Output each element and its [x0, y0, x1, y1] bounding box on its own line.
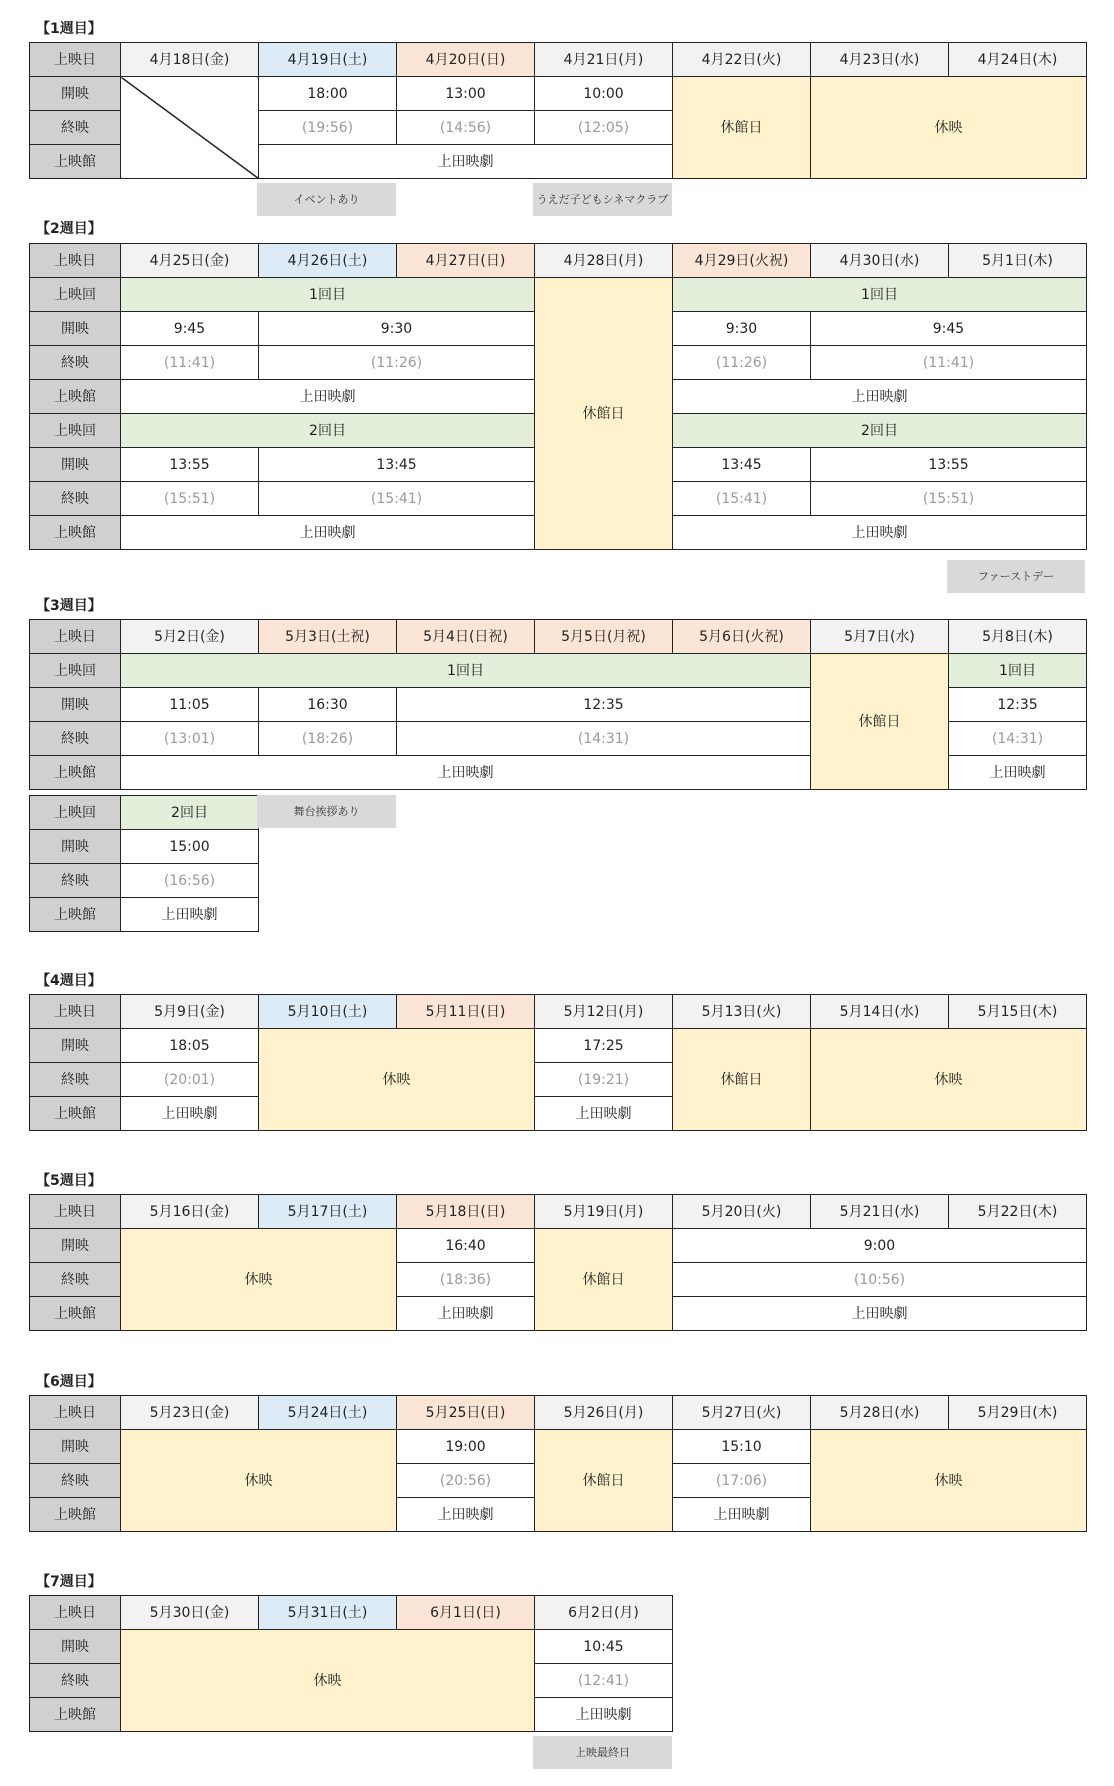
header-round: 上映回: [30, 796, 121, 830]
header-start: 開映: [30, 830, 121, 864]
date-cell: 5月11日(日): [397, 995, 535, 1029]
date-cell: 5月13日(火): [673, 995, 811, 1029]
date-cell: 5月19日(月): [535, 1195, 673, 1229]
end-time: (19:56): [259, 111, 397, 145]
start-time: 16:40: [397, 1229, 535, 1263]
closed-day-cell: 休館日: [673, 77, 811, 179]
header-end: 終映: [30, 1664, 121, 1698]
date-cell: 4月23日(水): [811, 43, 949, 77]
theater-cell: 上田映劇: [673, 516, 1087, 550]
date-cell: 4月18日(金): [121, 43, 259, 77]
date-cell: 4月27日(日): [397, 244, 535, 278]
theater-cell: 上田映劇: [121, 898, 259, 932]
week-1-title: 【1週目】: [36, 21, 102, 37]
date-cell: 5月22日(木): [949, 1195, 1087, 1229]
round-cell: 2回目: [121, 414, 535, 448]
header-date: 上映日: [30, 244, 121, 278]
start-time: 12:35: [949, 688, 1087, 722]
date-cell: 4月29日(火祝): [673, 244, 811, 278]
header-start: 開映: [30, 77, 121, 111]
round-cell: 2回目: [673, 414, 1087, 448]
no-show-cell: 休映: [811, 1029, 1087, 1131]
end-time: (14:31): [397, 722, 811, 756]
start-time: 11:05: [121, 688, 259, 722]
start-time: 19:00: [397, 1430, 535, 1464]
header-end: 終映: [30, 1464, 121, 1498]
date-cell: 4月22日(火): [673, 43, 811, 77]
date-cell: 5月15日(木): [949, 995, 1087, 1029]
week-7-title: 【7週目】: [36, 1574, 102, 1590]
note-kids-cinema-club: うえだ子どもシネマクラブ: [533, 183, 672, 216]
round-cell: 1回目: [121, 654, 811, 688]
end-time: (20:56): [397, 1464, 535, 1498]
header-end: 終映: [30, 346, 121, 380]
header-end: 終映: [30, 111, 121, 145]
header-theater: 上映館: [30, 516, 121, 550]
end-time: (18:36): [397, 1263, 535, 1297]
week-3-round2-table: [29, 795, 259, 932]
start-time: 13:45: [259, 448, 535, 482]
end-time: (11:26): [673, 346, 811, 380]
date-cell: 5月23日(金): [121, 1396, 259, 1430]
start-time: 9:45: [121, 312, 259, 346]
round-cell: 1回目: [949, 654, 1087, 688]
date-cell: 5月7日(水): [811, 620, 949, 654]
week-5-table: [29, 1194, 1087, 1331]
start-time: 12:35: [397, 688, 811, 722]
theater-cell: 上田映劇: [673, 1297, 1087, 1331]
header-end: 終映: [30, 722, 121, 756]
date-cell: 5月14日(水): [811, 995, 949, 1029]
header-date: 上映日: [30, 1396, 121, 1430]
header-round: 上映回: [30, 414, 121, 448]
start-time: 15:10: [673, 1430, 811, 1464]
end-time: (15:41): [673, 482, 811, 516]
date-cell: 5月5日(月祝): [535, 620, 673, 654]
week-1-table: [29, 42, 1087, 179]
start-time: 10:45: [535, 1630, 673, 1664]
header-theater: 上映館: [30, 1297, 121, 1331]
week-4-title: 【4週目】: [36, 973, 102, 989]
date-cell: 5月25日(日): [397, 1396, 535, 1430]
date-cell: 5月27日(火): [673, 1396, 811, 1430]
header-round: 上映回: [30, 278, 121, 312]
date-cell: 6月2日(月): [535, 1596, 673, 1630]
header-end: 終映: [30, 1263, 121, 1297]
end-time: (15:41): [259, 482, 535, 516]
note-first-day: ファーストデー: [947, 560, 1085, 593]
end-time: (12:41): [535, 1664, 673, 1698]
header-date: 上映日: [30, 43, 121, 77]
week-4-table: [29, 994, 1087, 1131]
theater-cell: 上田映劇: [949, 756, 1087, 790]
start-time: 13:45: [673, 448, 811, 482]
date-cell: 4月21日(月): [535, 43, 673, 77]
end-time: (10:56): [673, 1263, 1087, 1297]
theater-cell: 上田映劇: [673, 380, 1087, 414]
end-time: (11:41): [811, 346, 1087, 380]
theater-cell: 上田映劇: [121, 516, 535, 550]
closed-day-cell: 休館日: [811, 654, 949, 790]
header-theater: 上映館: [30, 898, 121, 932]
date-cell: 5月31日(土): [259, 1596, 397, 1630]
end-time: (14:31): [949, 722, 1087, 756]
week-5-title: 【5週目】: [36, 1173, 102, 1189]
round-cell: 1回目: [673, 278, 1087, 312]
start-time: 9:45: [811, 312, 1087, 346]
header-date: 上映日: [30, 1596, 121, 1630]
date-cell: 5月3日(土祝): [259, 620, 397, 654]
end-time: (17:06): [673, 1464, 811, 1498]
note-event: イベントあり: [257, 183, 396, 216]
end-time: (19:21): [535, 1063, 673, 1097]
date-cell: 4月26日(土): [259, 244, 397, 278]
closed-day-cell: 休館日: [535, 278, 673, 550]
date-cell: 4月20日(日): [397, 43, 535, 77]
start-time: 17:25: [535, 1029, 673, 1063]
date-cell: 5月30日(金): [121, 1596, 259, 1630]
note-stage-greeting: 舞台挨拶あり: [257, 795, 396, 828]
date-cell: 5月17日(土): [259, 1195, 397, 1229]
header-start: 開映: [30, 448, 121, 482]
theater-cell: 上田映劇: [535, 1698, 673, 1732]
date-cell: 4月30日(水): [811, 244, 949, 278]
week-7-table: [29, 1595, 673, 1732]
header-end: 終映: [30, 1063, 121, 1097]
date-cell: 5月10日(土): [259, 995, 397, 1029]
date-cell: 5月16日(金): [121, 1195, 259, 1229]
week-6-table: [29, 1395, 1087, 1532]
date-cell: 5月26日(月): [535, 1396, 673, 1430]
header-date: 上映日: [30, 995, 121, 1029]
date-cell: 5月28日(水): [811, 1396, 949, 1430]
date-cell: 5月24日(土): [259, 1396, 397, 1430]
start-time: 13:00: [397, 77, 535, 111]
date-cell: 5月29日(木): [949, 1396, 1087, 1430]
note-final-day: 上映最終日: [533, 1736, 672, 1769]
date-cell: 5月21日(水): [811, 1195, 949, 1229]
end-time: (12:05): [535, 111, 673, 145]
header-date: 上映日: [30, 1195, 121, 1229]
week-2-title: 【2週目】: [36, 221, 102, 237]
week-3-table: [29, 619, 1087, 790]
theater-cell: 上田映劇: [535, 1097, 673, 1131]
date-cell: 4月25日(金): [121, 244, 259, 278]
start-time: 13:55: [121, 448, 259, 482]
start-time: 13:55: [811, 448, 1087, 482]
date-cell: 5月6日(火祝): [673, 620, 811, 654]
date-cell: 6月1日(日): [397, 1596, 535, 1630]
header-start: 開映: [30, 1029, 121, 1063]
end-time: (15:51): [811, 482, 1087, 516]
date-cell: 5月2日(金): [121, 620, 259, 654]
date-cell: 5月18日(日): [397, 1195, 535, 1229]
start-time: 10:00: [535, 77, 673, 111]
no-show-cell: 休映: [121, 1229, 397, 1331]
week-6-title: 【6週目】: [36, 1374, 102, 1390]
date-cell: 5月20日(火): [673, 1195, 811, 1229]
no-show-cell: 休映: [121, 1430, 397, 1532]
start-time: 15:00: [121, 830, 259, 864]
end-time: (15:51): [121, 482, 259, 516]
date-cell: 4月19日(土): [259, 43, 397, 77]
no-screening-slash: [121, 77, 259, 179]
header-theater: 上映館: [30, 380, 121, 414]
round-cell: 1回目: [121, 278, 535, 312]
header-start: 開映: [30, 1229, 121, 1263]
theater-cell: 上田映劇: [397, 1297, 535, 1331]
closed-day-cell: 休館日: [673, 1029, 811, 1131]
closed-day-cell: 休館日: [535, 1229, 673, 1331]
no-show-cell: 休映: [811, 77, 1087, 179]
date-cell: 5月4日(日祝): [397, 620, 535, 654]
date-cell: 5月8日(木): [949, 620, 1087, 654]
date-cell: 5月12日(月): [535, 995, 673, 1029]
header-theater: 上映館: [30, 1097, 121, 1131]
header-start: 開映: [30, 1630, 121, 1664]
header-start: 開映: [30, 312, 121, 346]
end-time: (14:56): [397, 111, 535, 145]
header-end: 終映: [30, 864, 121, 898]
start-time: 9:30: [673, 312, 811, 346]
round-cell: 2回目: [121, 796, 259, 830]
week-2-table: [29, 243, 1087, 550]
no-show-cell: 休映: [121, 1630, 535, 1732]
header-start: 開映: [30, 1430, 121, 1464]
header-theater: 上映館: [30, 145, 121, 179]
end-time: (11:41): [121, 346, 259, 380]
header-theater: 上映館: [30, 756, 121, 790]
header-theater: 上映館: [30, 1698, 121, 1732]
theater-cell: 上田映劇: [121, 380, 535, 414]
header-round: 上映回: [30, 654, 121, 688]
date-cell: 5月1日(木): [949, 244, 1087, 278]
header-end: 終映: [30, 482, 121, 516]
end-time: (18:26): [259, 722, 397, 756]
theater-cell: 上田映劇: [259, 145, 673, 179]
date-cell: 4月28日(月): [535, 244, 673, 278]
start-time: 18:05: [121, 1029, 259, 1063]
week-3-title: 【3週目】: [36, 598, 102, 614]
end-time: (20:01): [121, 1063, 259, 1097]
start-time: 9:30: [259, 312, 535, 346]
no-show-cell: 休映: [259, 1029, 535, 1131]
header-start: 開映: [30, 688, 121, 722]
header-theater: 上映館: [30, 1498, 121, 1532]
start-time: 16:30: [259, 688, 397, 722]
theater-cell: 上田映劇: [121, 756, 811, 790]
date-cell: 4月24日(木): [949, 43, 1087, 77]
closed-day-cell: 休館日: [535, 1430, 673, 1532]
theater-cell: 上田映劇: [121, 1097, 259, 1131]
no-show-cell: 休映: [811, 1430, 1087, 1532]
start-time: 18:00: [259, 77, 397, 111]
theater-cell: 上田映劇: [397, 1498, 535, 1532]
date-cell: 5月9日(金): [121, 995, 259, 1029]
theater-cell: 上田映劇: [673, 1498, 811, 1532]
end-time: (16:56): [121, 864, 259, 898]
header-date: 上映日: [30, 620, 121, 654]
end-time: (13:01): [121, 722, 259, 756]
end-time: (11:26): [259, 346, 535, 380]
start-time: 9:00: [673, 1229, 1087, 1263]
